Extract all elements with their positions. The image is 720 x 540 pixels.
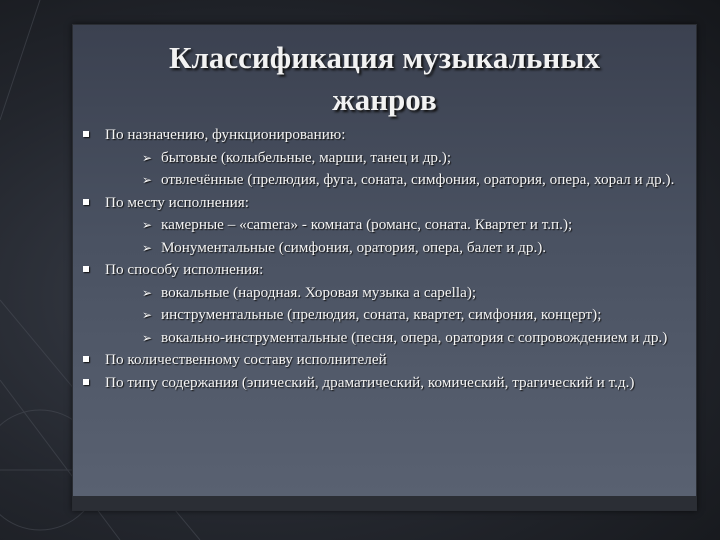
sub-list [105, 147, 681, 192]
arrow-bullet-icon: ➢ [142, 173, 153, 187]
square-bullet-icon [83, 131, 89, 137]
arrow-bullet-icon: ➢ [142, 240, 153, 255]
slide-title [73, 37, 696, 121]
square-bullet-icon [83, 266, 89, 272]
item-text: По способу исполнения: [105, 261, 264, 278]
title-line-2: жанров [332, 82, 437, 117]
arrow-bullet-icon: ➢ [142, 330, 153, 345]
sub-item-text: отвлечённые (прелюдия, фуга, соната, симфония, оратория, опера, хорал и др.). [161, 171, 675, 188]
list-item [81, 192, 681, 260]
arrow-bullet-icon: ➢ [142, 308, 153, 322]
arrow-bullet-icon: ➢ [142, 150, 153, 165]
sub-list [105, 214, 681, 259]
sub-list [105, 282, 681, 350]
sub-list-item [105, 304, 681, 327]
sub-item-text: инструментальные (прелюдия, соната, квартет, симфония, концерт); [161, 306, 602, 323]
arrow-bullet-icon: ➢ [142, 285, 153, 300]
title-line-1: Классификация музыкальных [169, 40, 600, 75]
list-item [81, 372, 681, 395]
sub-list-item [105, 237, 681, 260]
sub-item-text: вокальные (народная. Хоровая музыка a capella); [161, 283, 477, 301]
square-bullet-icon [83, 356, 89, 362]
sub-list-item [105, 169, 681, 192]
slide-panel [72, 24, 697, 511]
sub-item-text: камерные – «camera» - комната (романс, соната. Квартет и т.п.); [161, 216, 573, 233]
sub-list-item [105, 214, 681, 237]
item-text: По назначению, функционированию: [105, 126, 346, 143]
square-bullet-icon [83, 379, 89, 385]
list-item [81, 349, 681, 372]
sub-item-text: вокально-инструментальные (песня, опера, оратория с сопровождением и др.) [161, 328, 668, 346]
sub-item-text: бытовые (колыбельные, марши, танец и др.); [161, 148, 452, 166]
item-text: По количественному составу исполнителей [105, 351, 387, 368]
panel-bottom-bar [73, 496, 696, 510]
classification-list [81, 124, 681, 394]
list-item [81, 259, 681, 349]
arrow-bullet-icon: ➢ [142, 218, 153, 232]
square-bullet-icon [83, 199, 89, 205]
sub-list-item [105, 282, 681, 305]
item-text: По типу содержания (эпический, драматический, комический, трагический и т.д.) [105, 373, 635, 391]
sub-list-item [105, 327, 681, 350]
sub-item-text: Монументальные (симфония, оратория, опера, балет и др.). [161, 238, 547, 256]
item-text: По месту исполнения: [105, 193, 249, 211]
list-item [81, 124, 681, 192]
sub-list-item [105, 147, 681, 170]
